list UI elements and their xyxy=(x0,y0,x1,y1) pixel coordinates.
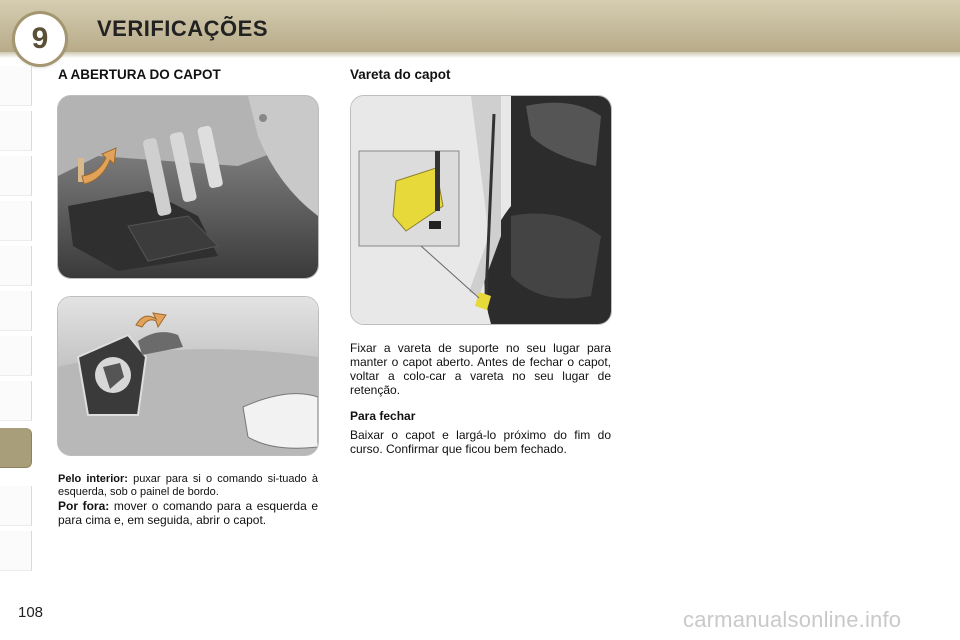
outside-instruction xyxy=(58,499,318,527)
section-title-bonnet-opening: A ABERTURA DO CAPOT xyxy=(58,67,221,82)
chapter-tab[interactable] xyxy=(0,336,32,376)
inside-instruction xyxy=(58,473,318,499)
closing-title: Para fechar xyxy=(350,409,416,423)
header-shadow xyxy=(0,52,960,58)
outside-label: Por fora: xyxy=(58,499,110,513)
page-number: 108 xyxy=(18,604,44,621)
chapter-tab[interactable] xyxy=(0,486,32,526)
chapter-tab[interactable] xyxy=(0,66,32,106)
exterior-release-photo xyxy=(57,296,319,456)
chapter-tab[interactable] xyxy=(0,111,32,151)
inside-label: Pelo interior: xyxy=(58,473,128,485)
bonnet-stay-photo xyxy=(350,95,612,325)
inside-text: puxar para si o comando si-tuado à esquerda, sob o painel de bordo. xyxy=(58,473,319,498)
chapter-tab[interactable] xyxy=(0,246,32,286)
page-title: VERIFICAÇÕES xyxy=(97,16,269,41)
chapter-tab[interactable] xyxy=(0,381,32,421)
watermark: carmanualsonline.info xyxy=(683,607,902,632)
outside-text: mover o comando para a esquerda e para cima e, em seguida, abrir o capot. xyxy=(58,499,318,527)
interior-release-photo xyxy=(57,95,319,279)
stay-paragraph: Fixar a vareta de suporte no seu lugar para manter o capot aberto. Antes de fechar o capot, voltar a colo-car a vareta no seu lugar de retenção. xyxy=(350,341,611,397)
chapter-tab-active[interactable] xyxy=(0,428,32,468)
closing-text: Baixar o capot e largá-lo próximo do fim do curso. Confirmar que ficou bem fechado. xyxy=(350,428,611,456)
chapter-tabs xyxy=(0,66,34,574)
section-title-bonnet-stay: Vareta do capot xyxy=(350,67,451,82)
chapter-tab[interactable] xyxy=(0,201,32,241)
chapter-tab[interactable] xyxy=(0,291,32,331)
chapter-tab[interactable] xyxy=(0,156,32,196)
chapter-badge: 9 xyxy=(15,14,65,64)
chapter-tab[interactable] xyxy=(0,531,32,571)
